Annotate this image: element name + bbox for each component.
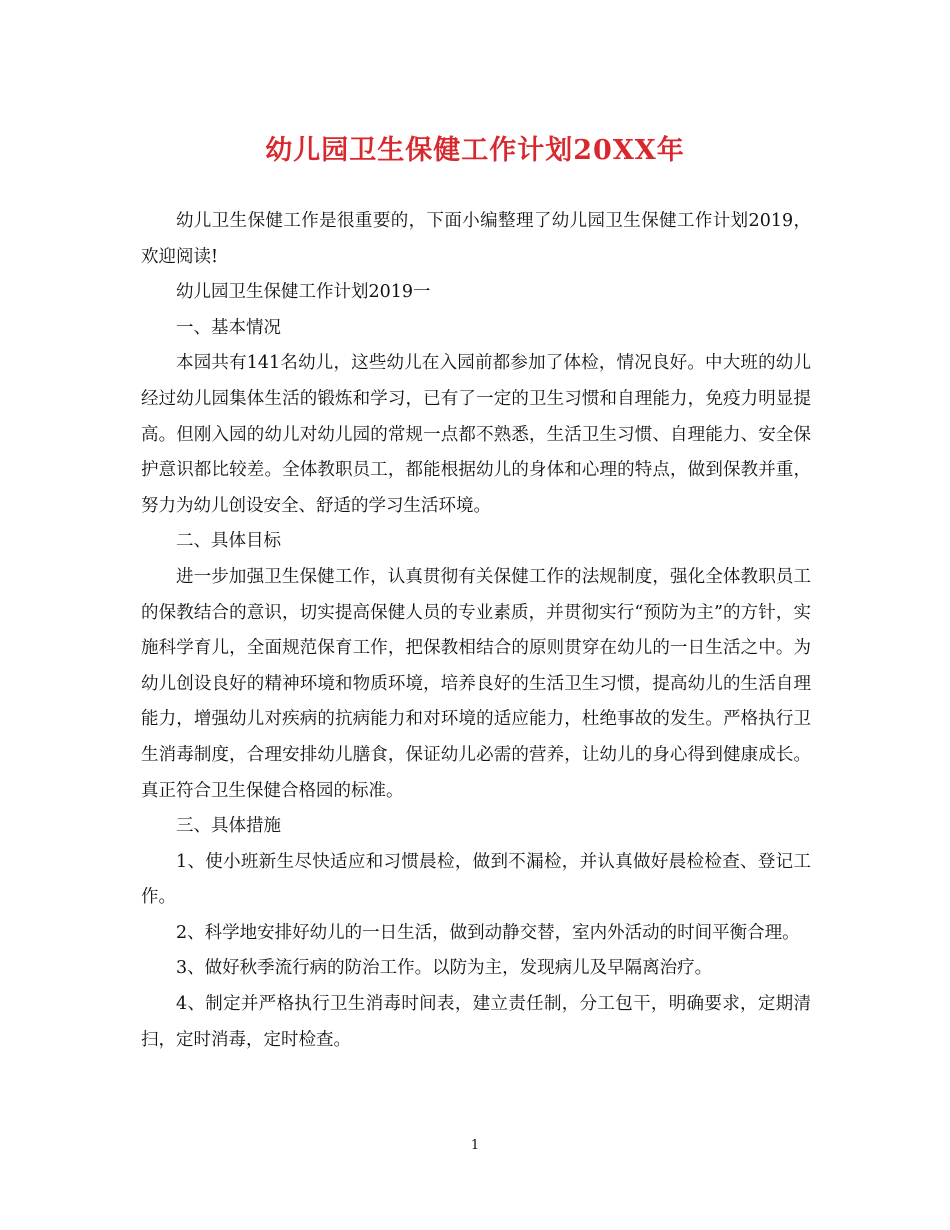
measure-item-1: 1、使小班新生尽快适应和习惯晨检，做到不漏检，并认真做好晨检检查、登记工作。: [141, 851, 811, 908]
document-body: [141, 204, 811, 1058]
section-heading-specific-measures: 三、具体措施: [176, 816, 281, 837]
section-heading-specific-goals: 二、具体目标: [176, 531, 281, 552]
paragraph-plan-heading: 幼儿园卫生保健工作计划2019一: [176, 282, 431, 303]
page-number: 1: [470, 1138, 480, 1153]
paragraph-intro: 幼儿卫生保健工作是很重要的，下面小编整理了幼儿园卫生保健工作计划2019，欢迎阅读!: [141, 211, 811, 267]
measure-item-2: 2、科学地安排好幼儿的一日生活，做到动静交替，室内外活动的时间平衡合理。: [176, 922, 800, 943]
section-heading-basic-situation: 一、基本情况: [176, 317, 281, 338]
measure-item-4: 4、制定并严格执行卫生消毒时间表，建立责任制，分工包干，明确要求，定期清扫，定时消毒，定时检查。: [141, 994, 811, 1050]
paragraph-basic-situation: 本园共有141名幼儿，这些幼儿在入园前都参加了体检，情况良好。中大班的幼儿经过幼儿园集体生活的锻炼和学习，已有了一定的卫生习惯和自理能力，免疫力明显提高。但刚入园的幼儿对幼儿园的常规一点都不熟悉，生活卫生习惯、自理能力、安全保护意识都比较差。全体教职员工，都能根据幼儿的身体和心理的特点，做到保教并重，努力为幼儿创设安全、舒适的学习生活环境。: [141, 353, 811, 516]
document-title: 幼儿园卫生保健工作计划20XX年: [265, 135, 685, 166]
paragraph-specific-goals: 进一步加强卫生保健工作，认真贯彻有关保健工作的法规制度，强化全体教职员工的保教结合的意识，切实提高保健人员的专业素质，并贯彻实行“预防为主”的方针，实施科学育儿，全面规范保育工作，把保教相结合的原则贯穿在幼儿的一日生活之中。为幼儿创设良好的精神环境和物质环境，培养良好的生活卫生习惯，提高幼儿的生活自理能力，增强幼儿对疾病的抗病能力和对环境的适应能力，杜绝事故的发生。严格执行卫生消毒制度，合理安排幼儿膳食，保证幼儿必需的营养，让幼儿的身心得到健康成长。真正符合卫生保健合格园的标准。: [141, 566, 811, 801]
measure-item-3: 3、做好秋季流行病的防治工作。以防为主，发现病儿及早隔离治疗。: [176, 958, 713, 979]
